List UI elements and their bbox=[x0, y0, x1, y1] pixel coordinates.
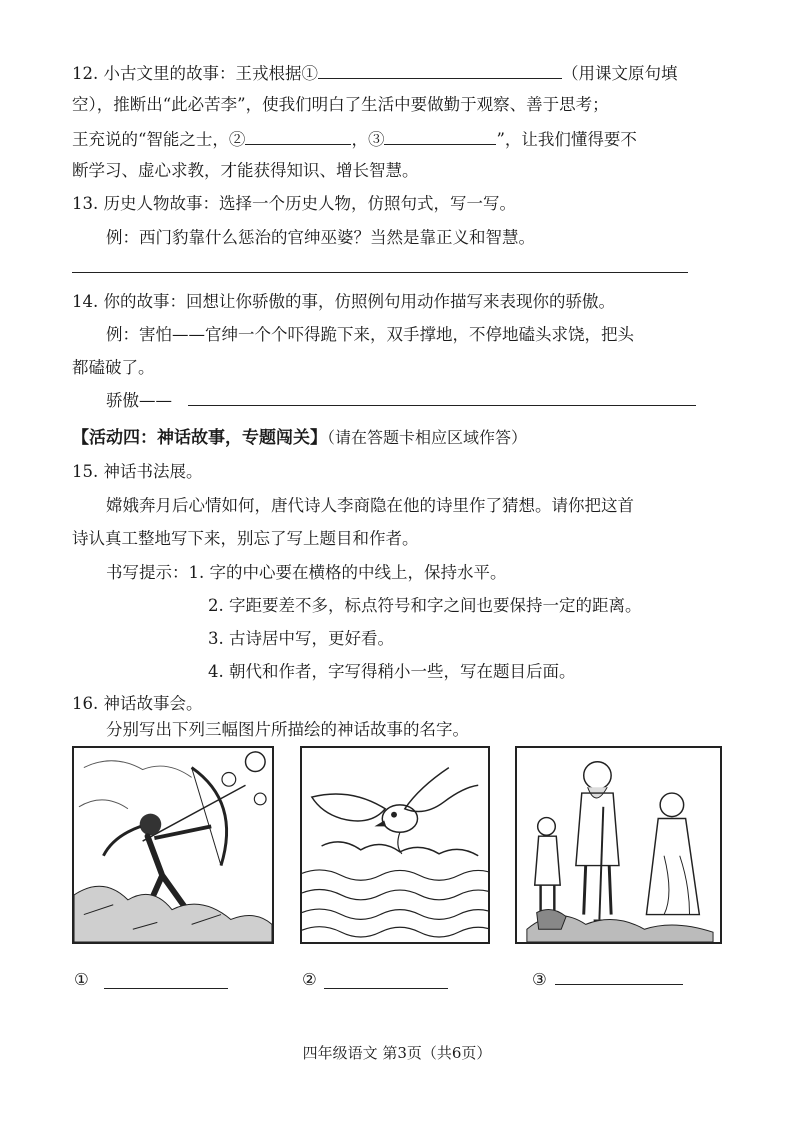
q16-label-2: ② bbox=[302, 970, 317, 989]
q15-tip-1: 1. 字的中心要在横格的中线上，保持水平。 bbox=[188, 563, 507, 582]
q15-tip-4: 4. 朝代和作者，字写得稍小一些，写在题目后面。 bbox=[208, 662, 576, 681]
q14-title: 14. 你的故事：回想让你骄傲的事，仿照例句用动作描写来表现你的骄傲。 bbox=[72, 292, 615, 311]
q16-desc: 分别写出下列三幅图片所描绘的神话故事的名字。 bbox=[106, 720, 469, 739]
q15-tip-3: 3. 古诗居中写，更好看。 bbox=[208, 629, 394, 648]
q15-tips-label: 书写提示： bbox=[106, 563, 189, 582]
q14-answer-label: 骄傲—— bbox=[106, 391, 172, 410]
q16-answer-3 bbox=[532, 968, 547, 992]
q12-line4: 断学习、虚心求教，才能获得知识、增长智慧。 bbox=[72, 161, 419, 180]
q14-example-line2: 都磕破了。 bbox=[72, 358, 155, 377]
q16-answer-2 bbox=[302, 968, 317, 992]
q16-blank-1[interactable] bbox=[104, 988, 228, 989]
q16-title: 16. 神话故事会。 bbox=[72, 694, 203, 713]
q16-blank-3[interactable] bbox=[555, 984, 683, 985]
old-man-and-children-illustration bbox=[517, 748, 720, 942]
q16-blank-2[interactable] bbox=[324, 988, 448, 989]
picture-yugong-moving-mountains bbox=[515, 746, 722, 944]
q13-answer-line[interactable] bbox=[72, 272, 688, 273]
q15-tip-row-1 bbox=[106, 561, 507, 585]
q15-title: 15. 神话书法展。 bbox=[72, 462, 203, 481]
q14-answer-row bbox=[106, 389, 172, 413]
q13-title: 13. 历史人物故事：选择一个历史人物，仿照句式，写一写。 bbox=[72, 194, 516, 213]
q12-blank-2[interactable] bbox=[245, 126, 351, 145]
q15-desc-line2: 诗认真工整地写下来，别忘了写上题目和作者。 bbox=[72, 529, 419, 548]
q12-blank-1[interactable] bbox=[318, 60, 562, 79]
q12-line2: 空），推断出“此必苦李”，使我们明白了生活中要做勤于观察、善于思考； bbox=[72, 95, 609, 114]
q12-line1 bbox=[72, 60, 678, 86]
q15-tip-2: 2. 字距要差不多，标点符号和字之间也要保持一定的距离。 bbox=[208, 596, 642, 615]
picture-houyi-shooting-suns bbox=[72, 746, 274, 944]
bird-over-sea-illustration bbox=[302, 748, 488, 942]
q12-line3 bbox=[72, 126, 637, 152]
activity4-heading bbox=[72, 426, 527, 450]
q16-label-1: ① bbox=[74, 970, 89, 989]
q12-text: 王充说的“智能之士，② bbox=[72, 130, 246, 149]
q12-text: （用课文原句填 bbox=[562, 64, 678, 83]
q12-text: ”，让我们懂得要不 bbox=[496, 130, 637, 149]
q13-example: 例：西门豹靠什么惩治的官绅巫婆？当然是靠正义和智慧。 bbox=[106, 228, 535, 247]
activity4-note: （请在答题卡相应区域作答） bbox=[327, 428, 528, 447]
activity4-title: 【活动四：神话故事，专题闯关】 bbox=[72, 428, 327, 448]
q12-blank-3[interactable] bbox=[384, 126, 496, 145]
q14-example-line1: 例：害怕——官绅一个个吓得跪下来，双手撑地，不停地磕头求饶，把头 bbox=[106, 325, 634, 344]
q14-answer-line[interactable] bbox=[188, 405, 696, 406]
page-footer: 四年级语文 第3页（共6页） bbox=[302, 1044, 492, 1062]
q12-text: 12. 小古文里的故事：王戎根据① bbox=[72, 64, 318, 83]
archer-illustration bbox=[74, 748, 272, 942]
q16-answer-1 bbox=[74, 968, 89, 992]
q16-label-3: ③ bbox=[532, 970, 547, 989]
picture-jingwei-filling-sea bbox=[300, 746, 490, 944]
q15-desc-line1: 嫦娥奔月后心情如何，唐代诗人李商隐在他的诗里作了猜想。请你把这首 bbox=[106, 496, 634, 515]
q12-text: ，③ bbox=[351, 130, 385, 149]
